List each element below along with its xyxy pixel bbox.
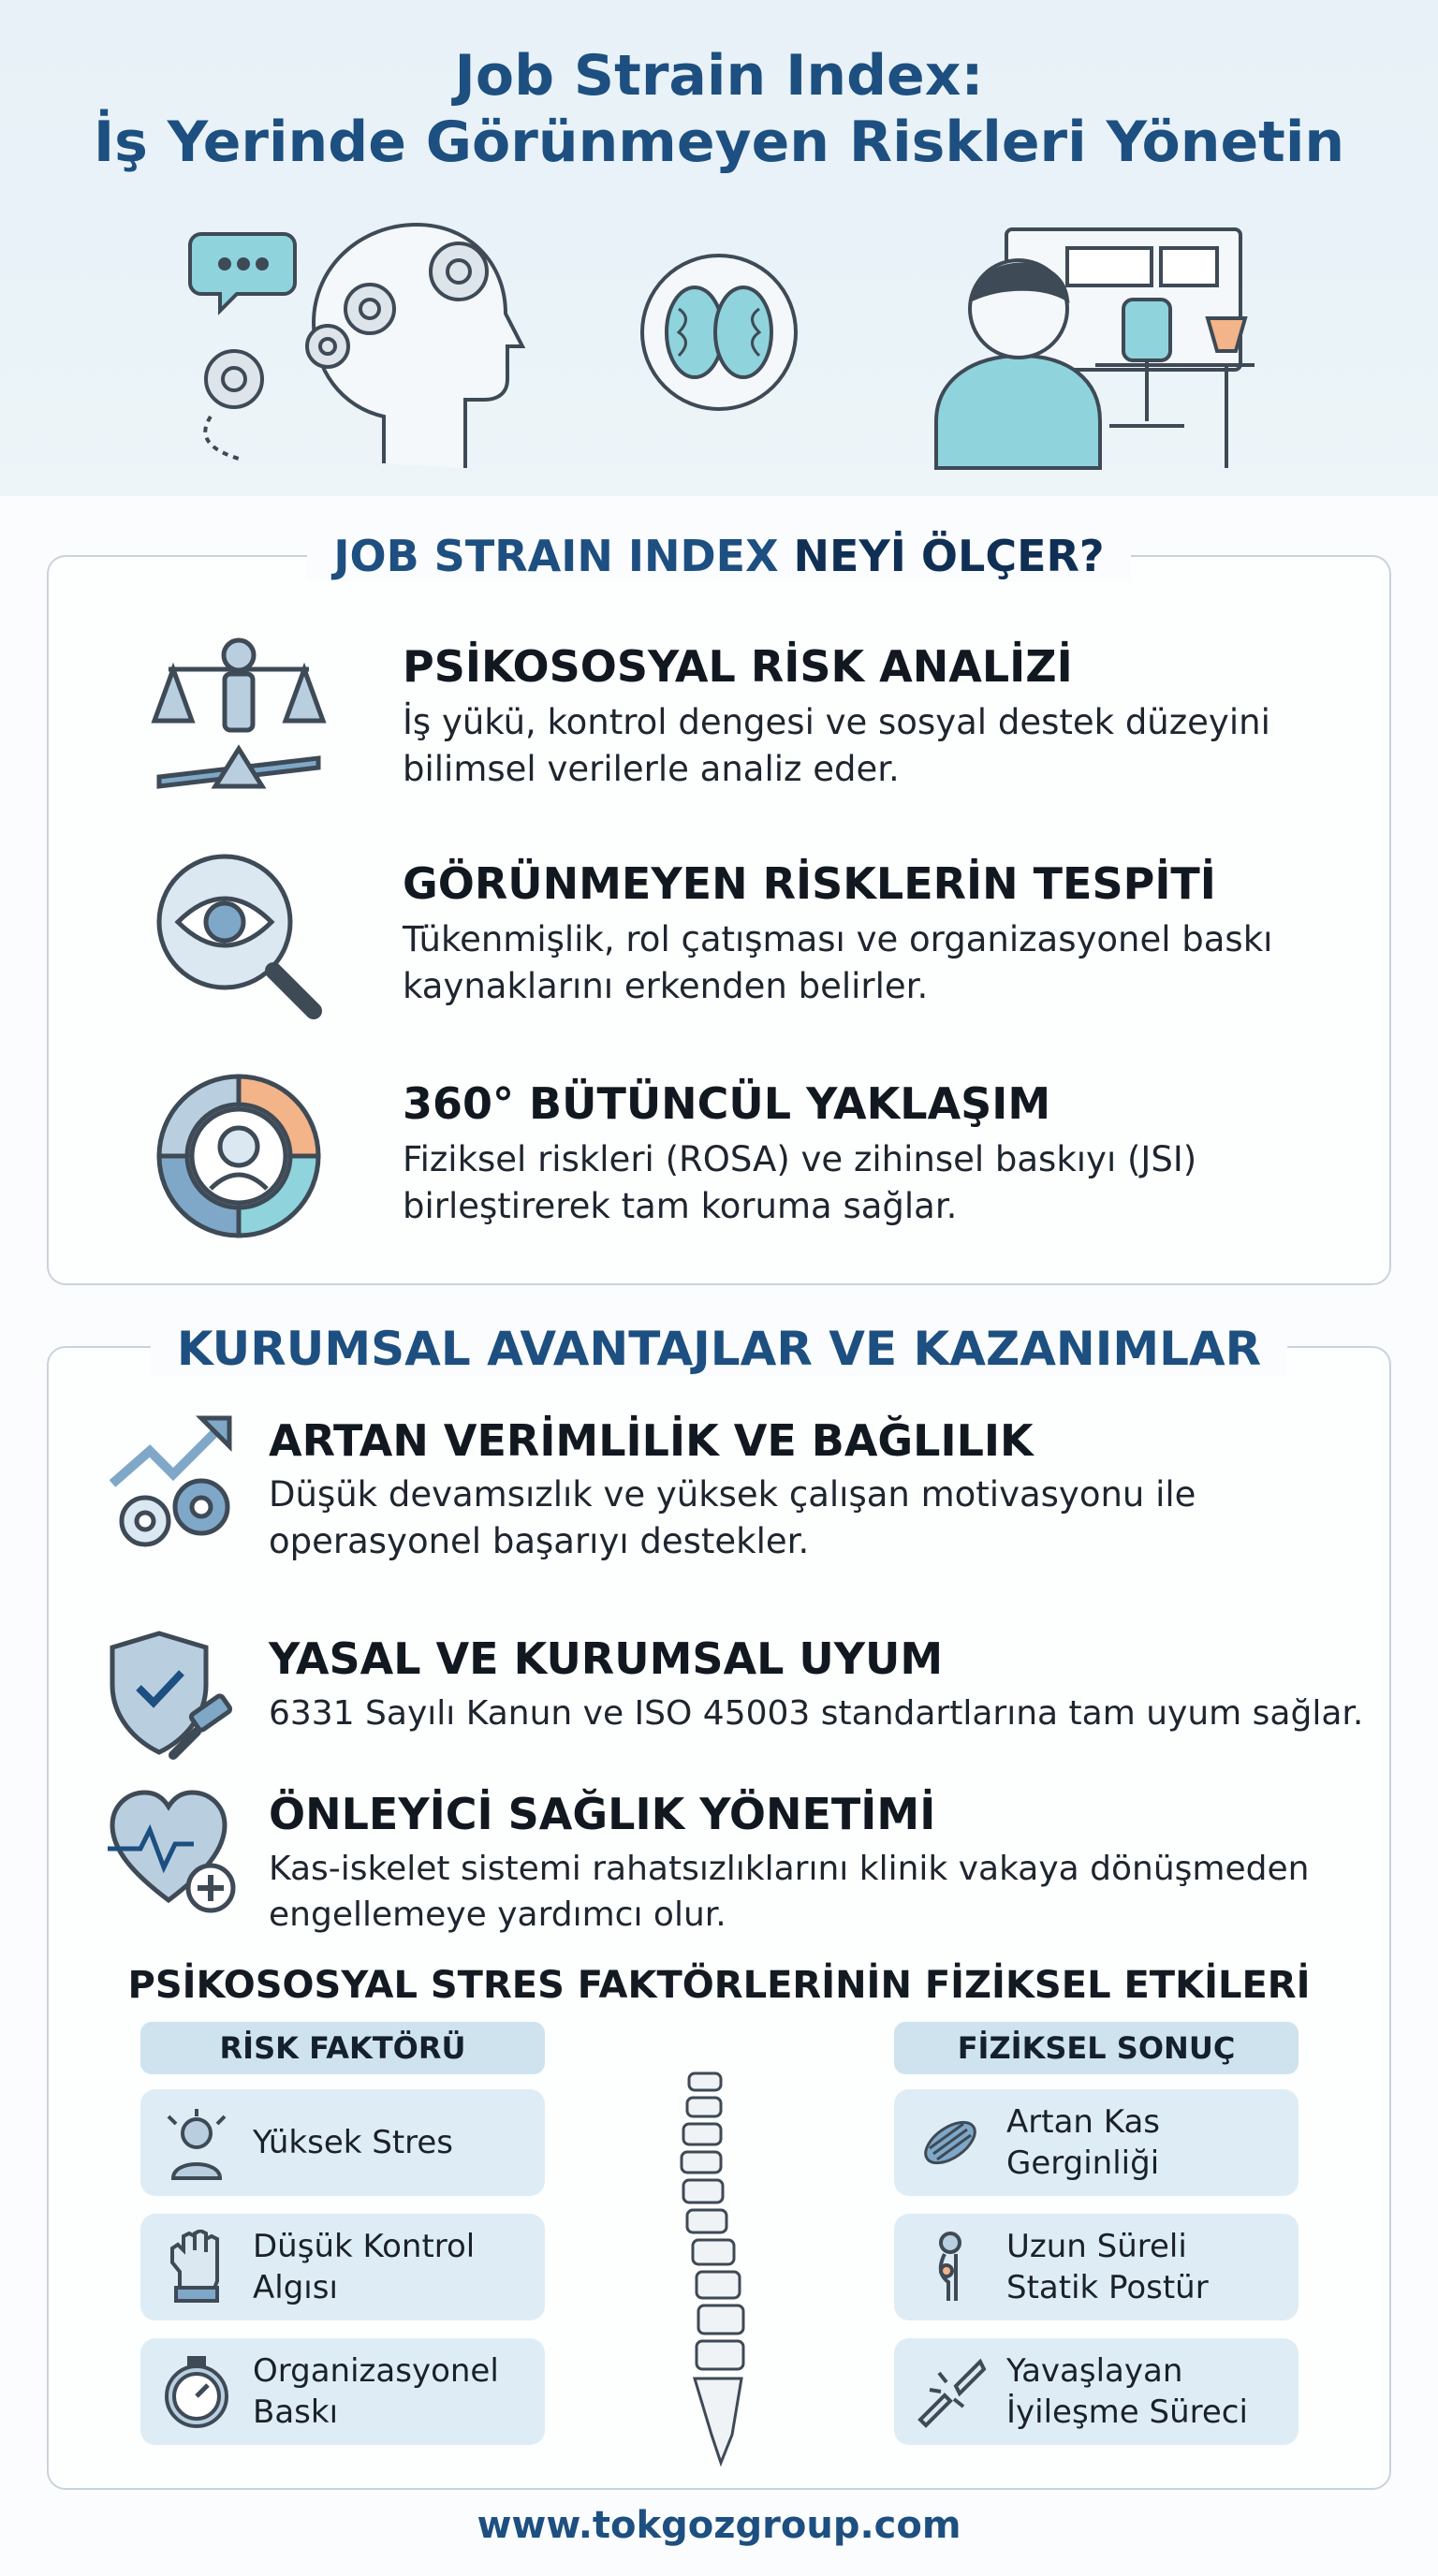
risk-card-org-pressure	[140, 2338, 545, 2445]
feature-title: ARTAN VERİMLİLİK VE BAĞLILIK	[269, 1415, 1034, 1466]
outcome-card-label: Yavaşlayan İyileşme Süreci	[1006, 2351, 1248, 2431]
feature-invisible-risks	[150, 847, 1367, 1034]
feature-legal-compliance	[103, 1624, 1395, 1764]
muscle-icon	[913, 2105, 988, 2180]
risk-factor-header: RİSK FAKTÖRÜ	[140, 2022, 545, 2074]
feature-description: Tükenmişlik, rol çatışması ve organizasyonel baskı kaynaklarını erkenden belirler.	[403, 919, 1273, 1007]
section-title: KURUMSAL AVANTAJLAR VE KAZANIMLAR	[49, 1322, 1389, 1376]
feature-title: ÖNLEYİCİ SAĞLIK YÖNETİMİ	[269, 1789, 936, 1839]
outcome-card-muscle-tension	[894, 2089, 1299, 2196]
raised-hand-icon	[159, 2230, 234, 2305]
risk-card-low-control	[140, 2214, 545, 2320]
feature-preventive-health	[103, 1783, 1395, 1942]
title-line-2: İş Yerinde Görünmeyen Riskleri Yönetin	[93, 109, 1345, 175]
feature-title: GÖRÜNMEYEN RİSKLERİN TESPİTİ	[403, 858, 1216, 909]
stressed-person-icon	[159, 2105, 234, 2180]
outcome-card-label: Uzun Süreli Statik Postür	[1006, 2227, 1209, 2306]
stress-effects-title: PSİKOSOSYAL STRES FAKTÖRLERİNİN FİZİKSEL ETKİLERİ	[127, 1964, 1311, 2007]
outcome-card-label: Artan Kas Gerginliği	[1006, 2102, 1161, 2182]
risk-card-high-stress	[140, 2089, 545, 2196]
feature-holistic-approach	[150, 1067, 1367, 1254]
outcome-card-static-posture	[894, 2214, 1299, 2320]
magnifier-eye-icon	[150, 847, 328, 1034]
feature-productivity	[103, 1404, 1395, 1573]
section-title: JOB STRAIN INDEX NEYİ ÖLÇER?	[49, 531, 1389, 581]
feature-title: YASAL VE KURUMSAL UYUM	[269, 1633, 944, 1684]
feature-description: 6331 Sayılı Kanun ve ISO 45003 standartlarına tam uyum sağlar.	[269, 1694, 1364, 1733]
risk-card-label: Düşük Kontrol Algısı	[253, 2227, 476, 2306]
hero-banner	[0, 0, 1438, 496]
cycle-head-icon	[150, 1067, 328, 1254]
risk-card-label: Organizasyonel Baskı	[253, 2351, 499, 2431]
brain-icon	[642, 256, 796, 409]
title-line-1: Job Strain Index:	[454, 43, 984, 109]
feature-psychosocial-risk	[150, 632, 1367, 819]
heart-pulse-plus-icon	[103, 1783, 243, 1924]
outcome-card-slow-healing	[894, 2338, 1299, 2445]
stopwatch-icon	[159, 2354, 234, 2429]
feature-description: Kas-iskelet sistemi rahatsızlıklarını klinik vakaya dönüşmeden engellemeye yardımcı olur.	[269, 1850, 1310, 1934]
growth-arrow-gears-icon	[103, 1404, 243, 1563]
balance-scale-person-icon	[150, 632, 328, 819]
head-gears-icon	[190, 225, 522, 468]
office-worker-icon	[936, 229, 1255, 468]
page-title	[0, 43, 1438, 176]
physical-outcome-header: FİZİKSEL SONUÇ	[894, 2022, 1299, 2074]
feature-title: 360° BÜTÜNCÜL YAKLAŞIM	[403, 1078, 1051, 1129]
shield-gavel-icon	[103, 1624, 243, 1764]
broken-bone-icon	[913, 2354, 988, 2429]
feature-description: İş yükü, kontrol dengesi ve sosyal destek düzeyini bilimsel verilerle analiz eder.	[403, 702, 1270, 790]
hero-illustration	[0, 206, 1438, 487]
feature-description: Fiziksel riskleri (ROSA) ve zihinsel baskıyı (JSI) birleştirerek tam koruma sağlar.	[403, 1139, 1197, 1227]
risk-card-label: Yüksek Stres	[253, 2123, 454, 2161]
website-link[interactable]: www.tokgozgroup.com	[477, 2504, 961, 2547]
feature-title: PSİKOSOSYAL RİSK ANALİZİ	[403, 641, 1073, 692]
feature-description: Düşük devamsızlık ve yüksek çalışan motivasyonu ile operasyonel başarıyı destekler.	[269, 1474, 1196, 1562]
static-posture-icon	[913, 2230, 988, 2305]
spine-icon	[655, 2064, 768, 2476]
